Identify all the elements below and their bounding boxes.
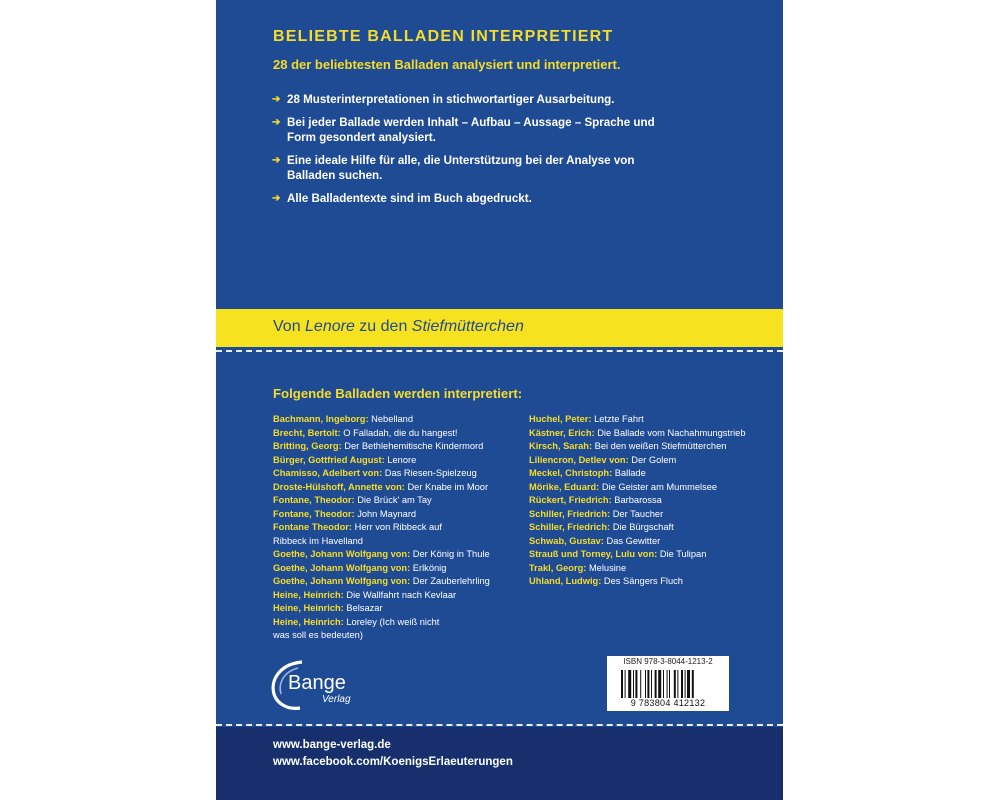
ballad-item: [529, 521, 779, 535]
ballad-item: [273, 562, 513, 576]
ballad-item: [273, 508, 513, 522]
ballad-title: Der Golem: [628, 454, 677, 465]
cover-headline: BELIEBTE BALLADEN INTERPRETIERT: [273, 28, 614, 45]
ballad-author: Heine, Heinrich:: [273, 589, 344, 600]
ballad-author: Schwab, Gustav:: [529, 535, 604, 546]
publisher-logo: [268, 658, 368, 712]
barcode-bar: [633, 670, 634, 698]
ballad-item: [273, 427, 513, 441]
barcode-bar: [625, 670, 626, 698]
barcode-bar: [621, 670, 623, 698]
ballad-author: Goethe, Johann Wolfgang von:: [273, 562, 411, 573]
ballad-author: Kirsch, Sarah:: [529, 441, 593, 451]
tagline-prefix: Von: [273, 318, 306, 335]
barcode-bar: [658, 670, 661, 698]
footer: [216, 727, 783, 800]
facebook-link[interactable]: www.facebook.com/KoenigsErlaeuterungen: [273, 756, 513, 768]
ballad-author: Meckel, Christoph:: [529, 468, 613, 478]
ballad-item: [273, 467, 513, 481]
ballad-title: John Maynard: [354, 508, 417, 519]
feature-list: [271, 92, 681, 213]
arrow-bullet-icon: ➔: [272, 192, 281, 204]
ballad-author: Fontane Theodor:: [273, 522, 353, 532]
barcode-bar: [674, 670, 676, 698]
ballad-title: Ballade: [612, 468, 646, 478]
ballad-item: [273, 494, 513, 508]
ballad-author: Fontane, Theodor:: [273, 495, 355, 505]
isbn-label: ISBN 978-3-8044-1213-2: [623, 657, 713, 666]
ballad-item: [273, 575, 513, 589]
ballad-author: Droste-Hülshoff, Annette von:: [273, 481, 405, 492]
ballad-item: [273, 589, 513, 603]
tagline: [273, 318, 524, 336]
ballad-title: Lenore: [384, 454, 417, 465]
barcode-graphic: [621, 670, 715, 698]
ballad-author: Uhland, Ludwig:: [529, 576, 602, 586]
ballad-title: Loreley (Ich weiß nicht: [343, 616, 440, 627]
ballad-item: [273, 440, 513, 454]
logo-subtext: Verlag: [322, 694, 351, 705]
feature-text: 28 Musterinterpretationen in stichwortartiger Ausarbeitung.: [287, 93, 615, 106]
ballad-title: Das Riesen-Spielzeug: [382, 468, 477, 478]
ballad-author: Rückert, Friedrich:: [529, 495, 612, 505]
ballad-title: Des Sängers Fluch: [601, 576, 683, 586]
feature-text: Alle Balladentexte sind im Buch abgedruckt.: [287, 191, 532, 205]
ballad-author: Liliencron, Detlev von:: [529, 454, 629, 465]
ballad-title: Der König in Thule: [410, 549, 490, 559]
ballad-author: Goethe, Johann Wolfgang von:: [273, 549, 411, 559]
arrow-bullet-icon: ➔: [272, 94, 281, 105]
arrow-bullet-icon: ➔: [272, 154, 281, 166]
ballad-author: Brecht, Bertolt:: [273, 427, 341, 438]
arrow-bullet-icon: ➔: [272, 116, 281, 128]
ballad-title: O Falladah, die du hangest!: [340, 427, 458, 438]
ballad-title: Ribbeck im Havelland: [273, 535, 363, 546]
barcode-bar: [663, 670, 664, 698]
logo-name: Bange: [288, 672, 346, 694]
ballad-item: [529, 440, 779, 454]
barcode-bar: [645, 670, 646, 698]
barcode-bar: [685, 670, 686, 698]
ballad-title: Die Bürgschaft: [610, 522, 674, 532]
ballad-title: Herr von Ribbeck auf: [352, 522, 442, 532]
ballad-author: Fontane, Theodor:: [273, 508, 355, 519]
ballad-author: Britting, Georg:: [273, 441, 342, 451]
ballad-item: [273, 481, 513, 495]
ballad-title: Bei den weißen Stiefmütterchen: [592, 441, 727, 451]
barcode-bar: [681, 670, 683, 698]
barcode-bar: [628, 670, 631, 698]
ballad-title: Nebelland: [368, 414, 414, 424]
ballad-author: Bürger, Gottfried August:: [273, 454, 385, 465]
ballad-item: [273, 454, 513, 468]
tagline-band: [216, 309, 783, 347]
ballad-item: [529, 535, 779, 549]
ballad-author: Goethe, Johann Wolfgang von:: [273, 576, 411, 586]
ballad-author: Schiller, Friedrich:: [529, 522, 611, 532]
ballad-author: Kästner, Erich:: [529, 427, 595, 438]
ballad-author: Schiller, Friedrich:: [529, 508, 611, 519]
ballad-author: Huchel, Peter:: [529, 414, 592, 424]
book-back-cover: [216, 0, 783, 800]
ballad-author: Trakl, Georg:: [529, 562, 587, 573]
ballad-title: Der Taucher: [610, 508, 664, 519]
barcode-bar: [655, 670, 657, 698]
ballad-title: Der Zauberlehrling: [410, 576, 490, 586]
barcode-bar: [692, 670, 694, 698]
cover-subtitle: 28 der beliebtesten Balladen analysiert und interpretiert.: [273, 57, 621, 72]
ballad-item: [529, 562, 779, 576]
barcode-bar: [647, 670, 649, 698]
ballad-title: Der Knabe im Moor: [404, 481, 489, 492]
ballad-author: Heine, Heinrich:: [273, 603, 344, 613]
barcode-bar: [669, 670, 670, 698]
ballad-title: Letzte Fahrt: [591, 414, 644, 424]
ballad-item: [273, 602, 513, 616]
ballad-list-left: [273, 413, 513, 643]
ballad-title: Die Tulipan: [657, 549, 707, 559]
ballad-title: Erlkönig: [410, 562, 447, 573]
ballad-title: was soll es bedeuten): [273, 630, 363, 640]
dashed-divider-bottom: [216, 724, 783, 726]
ballad-item: [529, 413, 779, 427]
ballad-author: Mörike, Eduard:: [529, 481, 600, 492]
feature-item: [271, 92, 681, 108]
feature-item: [271, 153, 681, 184]
barcode-bar: [635, 670, 637, 698]
ballad-list-title: Folgende Balladen werden interpretiert:: [273, 386, 523, 401]
ballad-author: Bachmann, Ingeborg:: [273, 414, 369, 424]
ballad-item: [273, 548, 513, 562]
ballad-item: [529, 508, 779, 522]
ballad-title: Belsazar: [343, 603, 383, 613]
ballad-item: [273, 535, 513, 549]
ballad-list-right: [529, 413, 779, 589]
barcode-bar: [687, 670, 690, 698]
dashed-divider: [216, 350, 783, 352]
ean-number: 9 783804 412132: [630, 698, 706, 708]
ballad-title: Die Brück' am Tay: [354, 495, 432, 505]
isbn-barcode-box: [607, 656, 729, 711]
ballad-author: Heine, Heinrich:: [273, 616, 344, 627]
tagline-title-stiefmuetterchen: Stiefmütterchen: [411, 318, 524, 335]
ballad-author: Chamisso, Adelbert von:: [273, 468, 383, 478]
ballad-title: Der Bethlehemitische Kindermord: [341, 441, 484, 451]
ballad-item: [529, 494, 779, 508]
barcode-bar: [651, 670, 652, 698]
feature-item: [271, 191, 681, 207]
barcode-bar: [640, 670, 641, 698]
ballad-item: [529, 467, 779, 481]
ballad-item: [273, 629, 513, 643]
ballad-item: [529, 481, 779, 495]
tagline-title-lenore: Lenore: [305, 318, 355, 335]
barcode-bar: [667, 670, 668, 698]
feature-item: [271, 115, 681, 146]
ballad-item: [273, 616, 513, 630]
ballad-item: [273, 413, 513, 427]
tagline-middle: zu den: [354, 318, 412, 335]
ballad-title: Barbarossa: [611, 495, 662, 505]
feature-text: Bei jeder Ballade werden Inhalt – Aufbau – Aussage – Sprache und Form gesondert analysiert.: [287, 115, 655, 144]
ballad-author: Strauß und Torney, Lulu von:: [529, 549, 658, 559]
ballad-item: [529, 575, 779, 589]
ballad-title: Die Ballade vom Nachahmungstrieb: [594, 427, 746, 438]
ballad-title: Die Geister am Mummelsee: [599, 481, 718, 492]
ballad-title: Melusine: [586, 562, 627, 573]
ballad-item: [273, 521, 513, 535]
barcode-bar: [677, 670, 678, 698]
ballad-title: Das Gewitter: [603, 535, 661, 546]
ballad-item: [529, 548, 779, 562]
ballad-title: Die Wallfahrt nach Kevlaar: [343, 589, 457, 600]
ballad-item: [529, 454, 779, 468]
website-link[interactable]: www.bange-verlag.de: [273, 739, 391, 751]
feature-text: Eine ideale Hilfe für alle, die Unterstützung bei der Analyse von Balladen suchen.: [287, 153, 635, 182]
ballad-item: [529, 427, 779, 441]
